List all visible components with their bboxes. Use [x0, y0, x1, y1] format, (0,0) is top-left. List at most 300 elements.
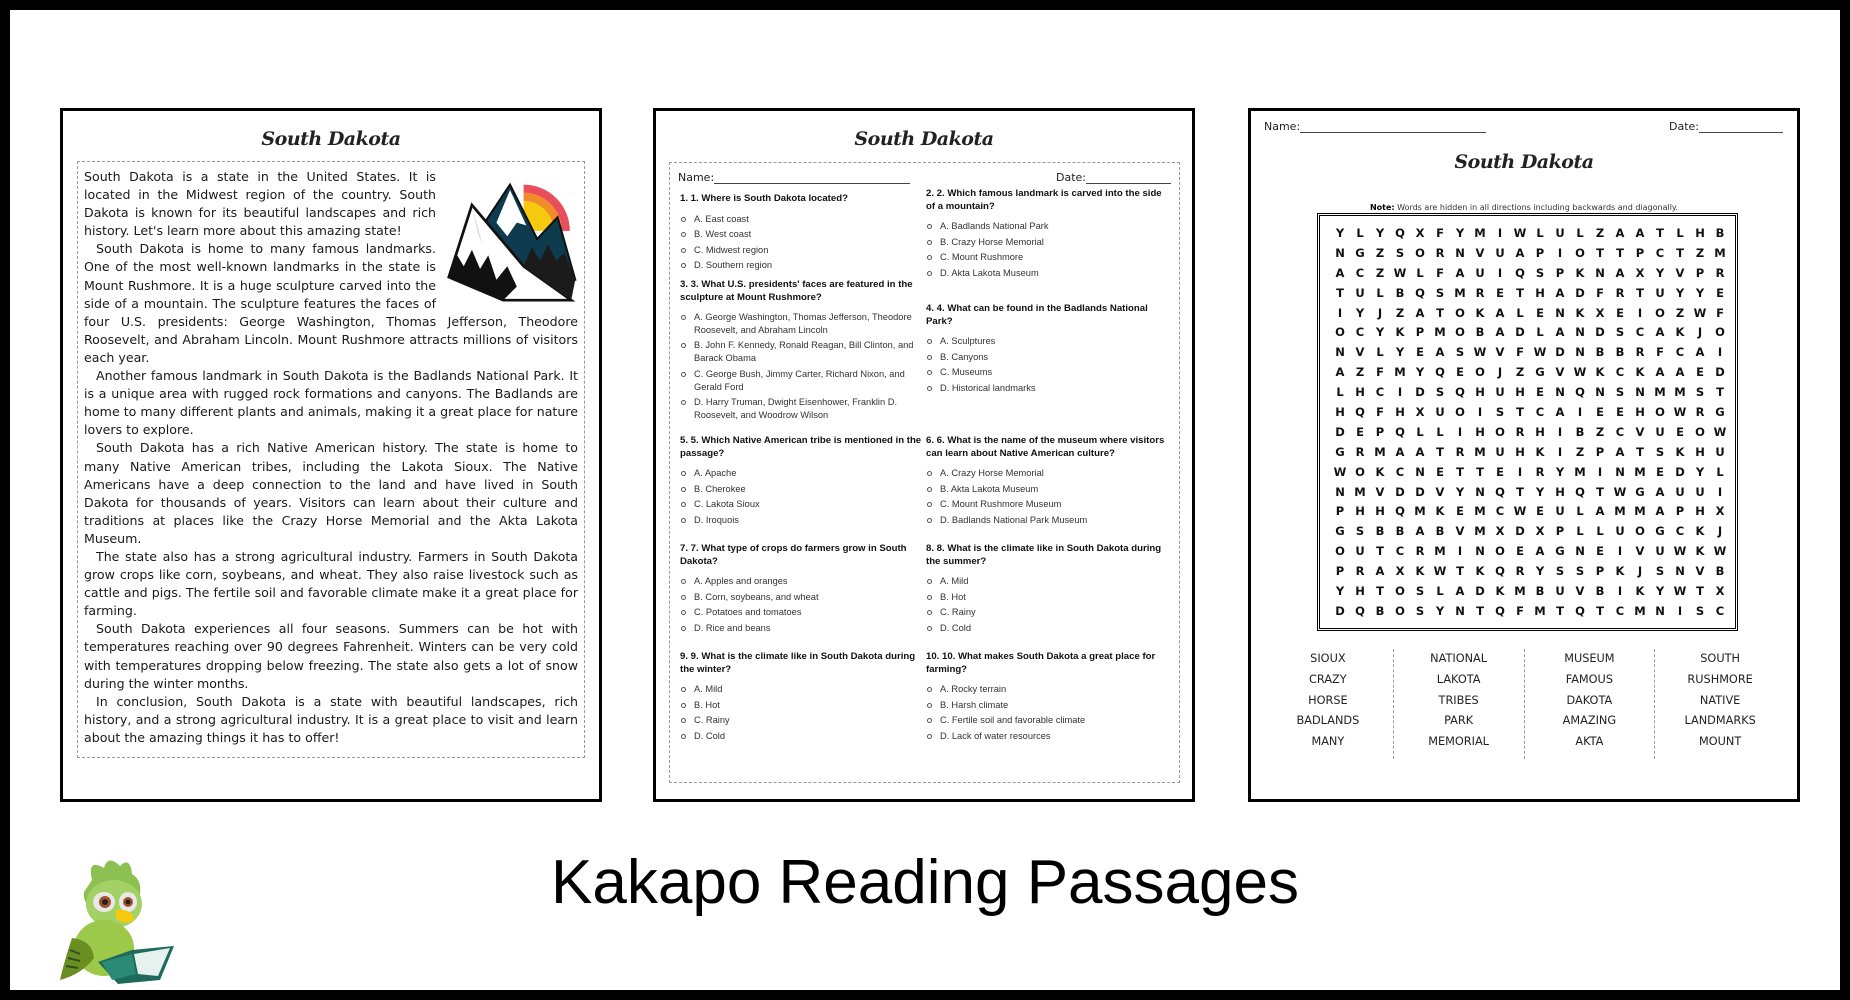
grid-letter[interactable]: G: [1715, 405, 1725, 420]
grid-letter[interactable]: W: [1393, 265, 1407, 280]
grid-letter[interactable]: C: [1675, 345, 1685, 360]
grid-letter[interactable]: K: [1695, 524, 1705, 539]
grid-letter[interactable]: K: [1675, 325, 1685, 340]
grid-letter[interactable]: A: [1455, 265, 1465, 280]
grid-letter[interactable]: A: [1395, 444, 1405, 459]
grid-letter[interactable]: E: [1696, 365, 1704, 380]
answer-option[interactable]: D. Cold: [926, 622, 1171, 635]
grid-letter[interactable]: L: [1716, 464, 1724, 479]
grid-letter[interactable]: T: [1516, 405, 1524, 420]
grid-letter[interactable]: D: [1415, 484, 1425, 499]
grid-letter[interactable]: B: [1395, 524, 1405, 539]
grid-letter[interactable]: O: [1335, 325, 1345, 340]
grid-letter[interactable]: C: [1535, 405, 1545, 420]
grid-letter[interactable]: A: [1635, 226, 1645, 240]
grid-letter[interactable]: X: [1415, 405, 1425, 420]
grid-letter[interactable]: T: [1436, 305, 1444, 320]
grid-letter[interactable]: V: [1475, 245, 1485, 260]
grid-letter[interactable]: Y: [1335, 226, 1345, 240]
grid-letter[interactable]: N: [1475, 484, 1485, 499]
grid-letter[interactable]: H: [1695, 444, 1705, 459]
grid-letter[interactable]: A: [1435, 345, 1445, 360]
grid-letter[interactable]: Y: [1375, 226, 1385, 240]
grid-letter[interactable]: M: [1534, 603, 1546, 618]
letter-grid[interactable]: [1317, 213, 1738, 631]
grid-letter[interactable]: H: [1475, 385, 1485, 400]
grid-letter[interactable]: N: [1595, 265, 1605, 280]
grid-letter[interactable]: L: [1536, 325, 1544, 340]
grid-letter[interactable]: E: [1616, 405, 1624, 420]
grid-letter[interactable]: E: [1616, 305, 1624, 320]
grid-letter[interactable]: E: [1536, 504, 1544, 519]
grid-letter[interactable]: L: [1436, 584, 1444, 599]
grid-letter[interactable]: K: [1695, 544, 1705, 559]
grid-letter[interactable]: U: [1495, 245, 1505, 260]
grid-letter[interactable]: H: [1515, 444, 1525, 459]
grid-letter[interactable]: P: [1675, 504, 1685, 519]
grid-letter[interactable]: X: [1595, 305, 1605, 320]
grid-letter[interactable]: S: [1495, 405, 1505, 420]
grid-letter[interactable]: A: [1555, 405, 1565, 420]
answer-option[interactable]: B. Corn, soybeans, and wheat: [680, 591, 925, 604]
grid-letter[interactable]: Y: [1415, 365, 1425, 380]
grid-letter[interactable]: T: [1336, 285, 1344, 300]
grid-letter[interactable]: V: [1555, 365, 1565, 380]
grid-letter[interactable]: C: [1715, 603, 1725, 618]
grid-letter[interactable]: B: [1535, 584, 1545, 599]
answer-option[interactable]: C. Potatoes and tomatoes: [680, 606, 925, 619]
grid-letter[interactable]: Y: [1395, 345, 1405, 360]
grid-letter[interactable]: S: [1435, 385, 1445, 400]
answer-option[interactable]: D. Akta Lakota Museum: [926, 267, 1171, 280]
grid-letter[interactable]: U: [1655, 285, 1665, 300]
grid-letter[interactable]: X: [1715, 584, 1725, 599]
grid-letter[interactable]: A: [1495, 325, 1505, 340]
answer-option[interactable]: B. Cherokee: [680, 483, 925, 496]
grid-letter[interactable]: I: [1577, 405, 1583, 420]
answer-option[interactable]: A. Apples and oranges: [680, 575, 925, 588]
grid-letter[interactable]: S: [1695, 603, 1705, 618]
answer-option[interactable]: D. Historical landmarks: [926, 382, 1171, 395]
grid-letter[interactable]: L: [1376, 285, 1384, 300]
grid-letter[interactable]: B: [1715, 564, 1725, 579]
grid-letter[interactable]: F: [1516, 345, 1524, 360]
grid-letter[interactable]: B: [1595, 345, 1605, 360]
grid-letter[interactable]: F: [1716, 305, 1724, 320]
grid-letter[interactable]: U: [1715, 444, 1725, 459]
grid-letter[interactable]: Y: [1375, 325, 1385, 340]
grid-letter[interactable]: I: [1717, 484, 1723, 499]
grid-letter[interactable]: I: [1597, 464, 1603, 479]
grid-letter[interactable]: N: [1555, 305, 1565, 320]
answer-option[interactable]: A. Sculptures: [926, 335, 1171, 348]
grid-letter[interactable]: A: [1535, 544, 1545, 559]
grid-letter[interactable]: I: [1397, 385, 1403, 400]
grid-letter[interactable]: N: [1335, 245, 1345, 260]
answer-option[interactable]: C. Fertile soil and favorable climate: [926, 714, 1171, 727]
grid-letter[interactable]: B: [1615, 345, 1625, 360]
grid-letter[interactable]: V: [1635, 544, 1645, 559]
grid-letter[interactable]: S: [1395, 245, 1405, 260]
grid-letter[interactable]: A: [1495, 305, 1505, 320]
grid-letter[interactable]: E: [1536, 385, 1544, 400]
grid-letter[interactable]: P: [1595, 444, 1605, 459]
grid-letter[interactable]: O: [1655, 305, 1665, 320]
grid-letter[interactable]: D: [1395, 484, 1405, 499]
grid-letter[interactable]: A: [1415, 444, 1425, 459]
answer-option[interactable]: A. Crazy Horse Memorial: [926, 467, 1171, 480]
grid-letter[interactable]: A: [1655, 484, 1665, 499]
grid-letter[interactable]: F: [1436, 265, 1444, 280]
grid-letter[interactable]: G: [1335, 524, 1345, 539]
grid-letter[interactable]: Q: [1455, 385, 1465, 400]
grid-letter[interactable]: J: [1697, 325, 1703, 340]
grid-letter[interactable]: M: [1374, 444, 1386, 459]
grid-letter[interactable]: S: [1555, 564, 1565, 579]
grid-letter[interactable]: T: [1376, 544, 1384, 559]
grid-letter[interactable]: J: [1717, 524, 1723, 539]
grid-letter[interactable]: D: [1335, 424, 1345, 439]
grid-letter[interactable]: Q: [1575, 603, 1585, 618]
grid-letter[interactable]: X: [1415, 226, 1425, 240]
grid-letter[interactable]: O: [1395, 584, 1405, 599]
grid-letter[interactable]: D: [1415, 385, 1425, 400]
grid-letter[interactable]: C: [1355, 325, 1365, 340]
grid-letter[interactable]: C: [1615, 365, 1625, 380]
grid-letter[interactable]: L: [1416, 265, 1424, 280]
grid-letter[interactable]: A: [1615, 226, 1625, 240]
grid-letter[interactable]: T: [1616, 245, 1624, 260]
grid-letter[interactable]: H: [1695, 504, 1705, 519]
grid-letter[interactable]: T: [1456, 564, 1464, 579]
grid-letter[interactable]: J: [1377, 305, 1383, 320]
grid-letter[interactable]: G: [1355, 245, 1365, 260]
grid-letter[interactable]: P: [1375, 424, 1385, 439]
grid-letter[interactable]: K: [1575, 305, 1585, 320]
grid-letter[interactable]: O: [1715, 325, 1725, 340]
answer-option[interactable]: B. Akta Lakota Museum: [926, 483, 1171, 496]
grid-letter[interactable]: H: [1355, 584, 1365, 599]
grid-letter[interactable]: K: [1375, 464, 1385, 479]
grid-letter[interactable]: V: [1635, 424, 1645, 439]
grid-letter[interactable]: A: [1555, 285, 1565, 300]
grid-letter[interactable]: H: [1395, 405, 1405, 420]
grid-letter[interactable]: D: [1555, 345, 1565, 360]
grid-letter[interactable]: P: [1595, 564, 1605, 579]
grid-letter[interactable]: W: [1693, 305, 1707, 320]
answer-option[interactable]: A. Apache: [680, 467, 925, 480]
grid-letter[interactable]: L: [1676, 226, 1684, 240]
grid-letter[interactable]: S: [1695, 385, 1705, 400]
grid-letter[interactable]: I: [1457, 424, 1463, 439]
grid-letter[interactable]: W: [1713, 424, 1727, 439]
grid-letter[interactable]: T: [1476, 464, 1484, 479]
grid-letter[interactable]: S: [1455, 345, 1465, 360]
grid-letter[interactable]: O: [1495, 544, 1505, 559]
grid-letter[interactable]: T: [1596, 603, 1604, 618]
grid-letter[interactable]: I: [1477, 405, 1483, 420]
grid-letter[interactable]: Z: [1595, 226, 1605, 240]
grid-letter[interactable]: Q: [1575, 385, 1585, 400]
grid-letter[interactable]: A: [1655, 504, 1665, 519]
grid-letter[interactable]: O: [1695, 424, 1705, 439]
grid-letter[interactable]: Z: [1695, 245, 1705, 260]
grid-letter[interactable]: I: [1557, 245, 1563, 260]
grid-letter[interactable]: A: [1655, 325, 1665, 340]
grid-letter[interactable]: D: [1675, 464, 1685, 479]
grid-letter[interactable]: T: [1716, 385, 1724, 400]
grid-letter[interactable]: L: [1516, 305, 1524, 320]
grid-letter[interactable]: Y: [1455, 484, 1465, 499]
grid-letter[interactable]: I: [1337, 305, 1343, 320]
grid-letter[interactable]: S: [1615, 325, 1625, 340]
answer-option[interactable]: A. Mild: [680, 683, 925, 696]
grid-letter[interactable]: A: [1595, 504, 1605, 519]
grid-letter[interactable]: O: [1635, 524, 1645, 539]
grid-letter[interactable]: Y: [1555, 464, 1565, 479]
grid-letter[interactable]: Z: [1575, 444, 1585, 459]
grid-letter[interactable]: E: [1496, 285, 1504, 300]
grid-letter[interactable]: J: [1637, 564, 1643, 579]
grid-letter[interactable]: F: [1376, 365, 1384, 380]
grid-letter[interactable]: R: [1455, 444, 1465, 459]
grid-letter[interactable]: W: [1333, 464, 1347, 479]
grid-letter[interactable]: U: [1555, 504, 1565, 519]
grid-letter[interactable]: Z: [1515, 365, 1525, 380]
grid-letter[interactable]: M: [1434, 325, 1446, 340]
grid-letter[interactable]: F: [1516, 603, 1524, 618]
grid-letter[interactable]: M: [1434, 544, 1446, 559]
grid-letter[interactable]: H: [1695, 226, 1705, 240]
grid-letter[interactable]: F: [1376, 405, 1384, 420]
grid-letter[interactable]: W: [1673, 405, 1687, 420]
grid-letter[interactable]: F: [1596, 285, 1604, 300]
answer-option[interactable]: D. Iroquois: [680, 514, 925, 527]
answer-option[interactable]: A. George Washington, Thomas Jefferson, Theodore Roosevelt, and Abraham Lincoln: [680, 311, 925, 337]
grid-letter[interactable]: E: [1436, 464, 1444, 479]
grid-letter[interactable]: D: [1715, 365, 1725, 380]
grid-letter[interactable]: W: [1533, 345, 1547, 360]
grid-letter[interactable]: O: [1455, 405, 1465, 420]
grid-letter[interactable]: T: [1696, 584, 1704, 599]
answer-option[interactable]: B. Crazy Horse Memorial: [926, 236, 1171, 249]
grid-letter[interactable]: C: [1635, 325, 1645, 340]
grid-letter[interactable]: Q: [1495, 564, 1505, 579]
grid-letter[interactable]: C: [1675, 524, 1685, 539]
grid-letter[interactable]: Z: [1675, 305, 1685, 320]
answer-option[interactable]: B. Harsh climate: [926, 699, 1171, 712]
grid-letter[interactable]: I: [1457, 544, 1463, 559]
answer-option[interactable]: D. Rice and beans: [680, 622, 925, 635]
grid-letter[interactable]: E: [1356, 424, 1364, 439]
grid-letter[interactable]: T: [1376, 584, 1384, 599]
grid-letter[interactable]: H: [1335, 405, 1345, 420]
answer-option[interactable]: D. Harry Truman, Dwight Eisenhower, Franklin D. Roosevelt, and Woodrow Wilson: [680, 396, 925, 422]
grid-letter[interactable]: V: [1575, 584, 1585, 599]
grid-letter[interactable]: Q: [1515, 265, 1525, 280]
grid-letter[interactable]: R: [1515, 564, 1525, 579]
grid-letter[interactable]: K: [1475, 564, 1485, 579]
grid-letter[interactable]: I: [1677, 603, 1683, 618]
grid-letter[interactable]: M: [1634, 464, 1646, 479]
grid-letter[interactable]: C: [1395, 544, 1405, 559]
grid-letter[interactable]: S: [1655, 444, 1665, 459]
grid-letter[interactable]: Z: [1355, 365, 1365, 380]
grid-letter[interactable]: K: [1595, 365, 1605, 380]
grid-letter[interactable]: R: [1535, 464, 1545, 479]
grid-letter[interactable]: T: [1516, 484, 1524, 499]
grid-letter[interactable]: T: [1436, 444, 1444, 459]
grid-letter[interactable]: S: [1575, 564, 1585, 579]
grid-letter[interactable]: D: [1575, 285, 1585, 300]
grid-letter[interactable]: N: [1335, 484, 1345, 499]
grid-letter[interactable]: Z: [1395, 305, 1405, 320]
grid-letter[interactable]: Q: [1495, 484, 1505, 499]
grid-letter[interactable]: E: [1536, 305, 1544, 320]
grid-letter[interactable]: W: [1513, 504, 1527, 519]
grid-letter[interactable]: R: [1615, 285, 1625, 300]
grid-letter[interactable]: M: [1634, 504, 1646, 519]
grid-letter[interactable]: R: [1635, 345, 1645, 360]
grid-letter[interactable]: I: [1617, 544, 1623, 559]
grid-letter[interactable]: Q: [1495, 603, 1505, 618]
grid-letter[interactable]: Y: [1695, 464, 1705, 479]
grid-letter[interactable]: R: [1715, 265, 1725, 280]
grid-letter[interactable]: Y: [1535, 484, 1545, 499]
grid-letter[interactable]: U: [1675, 484, 1685, 499]
grid-letter[interactable]: C: [1495, 504, 1505, 519]
grid-letter[interactable]: R: [1355, 564, 1365, 579]
grid-letter[interactable]: M: [1654, 385, 1666, 400]
grid-letter[interactable]: H: [1375, 504, 1385, 519]
grid-letter[interactable]: D: [1475, 584, 1485, 599]
grid-letter[interactable]: H: [1475, 424, 1485, 439]
grid-letter[interactable]: F: [1436, 226, 1444, 240]
grid-letter[interactable]: C: [1615, 424, 1625, 439]
grid-letter[interactable]: T: [1636, 444, 1644, 459]
grid-letter[interactable]: J: [1497, 365, 1503, 380]
grid-letter[interactable]: A: [1675, 365, 1685, 380]
grid-letter[interactable]: L: [1596, 524, 1604, 539]
grid-letter[interactable]: I: [1557, 444, 1563, 459]
answer-option[interactable]: C. Midwest region: [680, 244, 925, 257]
grid-letter[interactable]: K: [1415, 564, 1425, 579]
grid-letter[interactable]: H: [1535, 285, 1545, 300]
grid-letter[interactable]: K: [1635, 584, 1645, 599]
grid-letter[interactable]: C: [1615, 603, 1625, 618]
grid-letter[interactable]: L: [1576, 504, 1584, 519]
answer-option[interactable]: B. Hot: [680, 699, 925, 712]
grid-letter[interactable]: C: [1375, 385, 1385, 400]
grid-letter[interactable]: E: [1456, 504, 1464, 519]
grid-letter[interactable]: E: [1596, 544, 1604, 559]
grid-letter[interactable]: N: [1555, 385, 1565, 400]
grid-letter[interactable]: R: [1435, 245, 1445, 260]
grid-letter[interactable]: V: [1495, 345, 1505, 360]
grid-letter[interactable]: S: [1655, 564, 1665, 579]
grid-letter[interactable]: S: [1535, 265, 1545, 280]
grid-letter[interactable]: U: [1355, 285, 1365, 300]
grid-letter[interactable]: H: [1535, 424, 1545, 439]
grid-letter[interactable]: X: [1395, 564, 1405, 579]
grid-letter[interactable]: R: [1475, 285, 1485, 300]
grid-letter[interactable]: O: [1475, 365, 1485, 380]
grid-letter[interactable]: U: [1655, 544, 1665, 559]
grid-letter[interactable]: W: [1673, 584, 1687, 599]
grid-letter[interactable]: K: [1615, 564, 1625, 579]
grid-letter[interactable]: B: [1595, 584, 1605, 599]
grid-letter[interactable]: O: [1495, 424, 1505, 439]
grid-letter[interactable]: B: [1575, 424, 1585, 439]
grid-letter[interactable]: E: [1456, 365, 1464, 380]
grid-letter[interactable]: M: [1514, 584, 1526, 599]
grid-letter[interactable]: E: [1596, 405, 1604, 420]
grid-letter[interactable]: M: [1474, 226, 1486, 240]
grid-letter[interactable]: K: [1495, 584, 1505, 599]
answer-option[interactable]: D. Southern region: [680, 259, 925, 272]
grid-letter[interactable]: G: [1655, 524, 1665, 539]
grid-letter[interactable]: A: [1655, 365, 1665, 380]
grid-letter[interactable]: I: [1497, 265, 1503, 280]
grid-letter[interactable]: T: [1456, 464, 1464, 479]
grid-letter[interactable]: Y: [1355, 305, 1365, 320]
grid-letter[interactable]: T: [1676, 245, 1684, 260]
grid-letter[interactable]: A: [1695, 345, 1705, 360]
name-field[interactable]: Name:: [1264, 120, 1486, 133]
grid-letter[interactable]: A: [1415, 305, 1425, 320]
grid-letter[interactable]: N: [1575, 345, 1585, 360]
grid-letter[interactable]: U: [1475, 265, 1485, 280]
answer-option[interactable]: A. Mild: [926, 575, 1171, 588]
grid-letter[interactable]: O: [1355, 464, 1365, 479]
grid-letter[interactable]: L: [1436, 424, 1444, 439]
grid-letter[interactable]: U: [1655, 424, 1665, 439]
grid-letter[interactable]: A: [1615, 265, 1625, 280]
answer-option[interactable]: D. Badlands National Park Museum: [926, 514, 1171, 527]
grid-letter[interactable]: P: [1535, 245, 1545, 260]
grid-letter[interactable]: N: [1595, 385, 1605, 400]
grid-letter[interactable]: M: [1574, 464, 1586, 479]
grid-letter[interactable]: N: [1335, 345, 1345, 360]
grid-letter[interactable]: B: [1375, 603, 1385, 618]
grid-letter[interactable]: K: [1395, 325, 1405, 340]
grid-letter[interactable]: L: [1356, 226, 1364, 240]
grid-letter[interactable]: U: [1615, 524, 1625, 539]
grid-letter[interactable]: Y: [1535, 564, 1545, 579]
grid-letter[interactable]: Y: [1655, 584, 1665, 599]
grid-letter[interactable]: L: [1336, 385, 1344, 400]
grid-letter[interactable]: Q: [1435, 365, 1445, 380]
grid-letter[interactable]: O: [1455, 325, 1465, 340]
grid-letter[interactable]: L: [1576, 226, 1584, 240]
grid-letter[interactable]: V: [1375, 484, 1385, 499]
grid-letter[interactable]: T: [1556, 603, 1564, 618]
grid-letter[interactable]: V: [1675, 265, 1685, 280]
grid-letter[interactable]: P: [1335, 564, 1345, 579]
grid-letter[interactable]: C: [1655, 245, 1665, 260]
grid-letter[interactable]: U: [1555, 226, 1565, 240]
grid-letter[interactable]: Y: [1675, 285, 1685, 300]
grid-letter[interactable]: U: [1495, 385, 1505, 400]
grid-letter[interactable]: S: [1435, 285, 1445, 300]
grid-letter[interactable]: W: [1473, 345, 1487, 360]
grid-letter[interactable]: O: [1335, 544, 1345, 559]
grid-letter[interactable]: B: [1715, 226, 1725, 240]
grid-letter[interactable]: K: [1535, 444, 1545, 459]
grid-letter[interactable]: U: [1355, 544, 1365, 559]
grid-letter[interactable]: M: [1614, 504, 1626, 519]
grid-letter[interactable]: P: [1555, 524, 1565, 539]
